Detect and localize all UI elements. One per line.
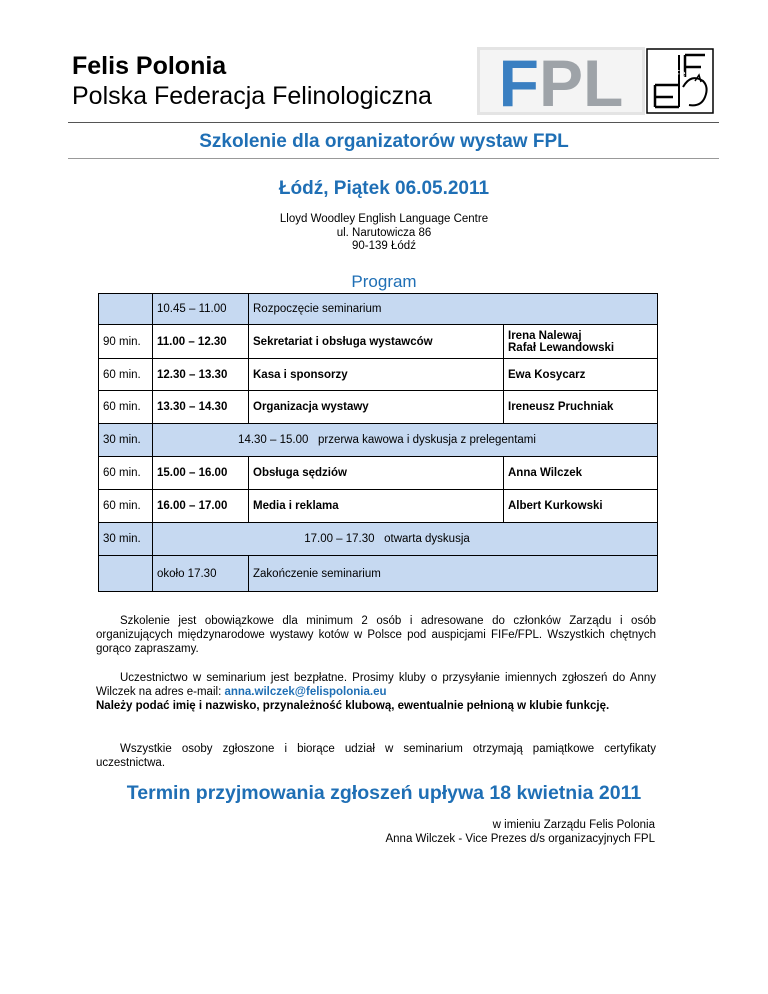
time-cell: około 17.30: [153, 556, 249, 592]
speaker-cell: Albert Kurkowski: [504, 490, 658, 523]
table-row: [99, 391, 658, 424]
speaker-cell: [504, 325, 658, 359]
topic-cell: Sekretariat i obsługa wystawców: [249, 325, 504, 359]
time-cell: 10.45 – 11.00: [153, 294, 249, 325]
title-divider: [68, 158, 719, 159]
venue-street: ul. Narutowicza 86: [336, 226, 432, 239]
topic-cell: Kasa i sponsorzy: [249, 359, 504, 391]
signature: [385, 818, 655, 846]
break-cell: 17.00 – 17.30 otwarta dyskusja: [153, 523, 658, 556]
info-paragraph-1: Szkolenie jest obowiązkowe dla minimum 2 osób i adresowane do członków Zarządu i osób organizujących międzynarodowe wystawy kotów w Polsce pod auspicjami FIFe/FPL. Wszystkich chętnych gorąco zapraszamy.: [96, 615, 656, 655]
speaker-cell: Ireneusz Pruchniak: [504, 391, 658, 424]
duration-cell: 30 min.: [99, 424, 153, 457]
header-divider: [68, 122, 719, 123]
speaker-name: Rafał Lewandowski: [508, 341, 615, 354]
topic-cell: Media i reklama: [249, 490, 504, 523]
topic-cell: Obsługa sędziów: [249, 457, 504, 490]
program-title: Program: [351, 272, 417, 291]
signature-line-2: Anna Wilczek - Vice Prezes d/s organizacyjnych FPL: [385, 833, 655, 845]
table-row: [99, 294, 658, 325]
duration-cell: 60 min.: [99, 391, 153, 424]
fpl-logo: [477, 47, 645, 115]
fife-emblem: [645, 47, 715, 115]
time-cell: 16.00 – 17.00: [153, 490, 249, 523]
course-title: Szkolenie dla organizatorów wystaw FPL: [199, 131, 569, 152]
org-full-name: Polska Federacja Felinologiczna: [72, 82, 432, 110]
time-cell: 11.00 – 12.30: [153, 325, 249, 359]
break-cell: 14.30 – 15.00 przerwa kawowa i dyskusja z prelegentami: [153, 424, 658, 457]
time-cell: 15.00 – 16.00: [153, 457, 249, 490]
deadline-notice: Termin przyjmowania zgłoszeń upływa 18 kwietnia 2011: [126, 782, 642, 804]
topic-cell: Organizacja wystawy: [249, 391, 504, 424]
table-row: [99, 523, 658, 556]
duration-cell: 30 min.: [99, 523, 153, 556]
venue-address: [0, 213, 768, 254]
city-date: Łódź, Piątek 06.05.2011: [278, 178, 490, 199]
logo-letter: F: [498, 47, 539, 115]
table-row: [99, 424, 658, 457]
speaker-cell: Ewa Kosycarz: [504, 359, 658, 391]
org-name: Felis Polonia: [72, 52, 227, 80]
info-paragraph-2: Uczestnictwo w seminarium jest bezpłatne. Prosimy kluby o przysyłanie imiennych zgłoszeń do Anny Wilczek na adres e-mail: anna.wilczek@felispolonia.eu Należy podać imię i nazwisko, przynależność klubową, ewentualnie pełnioną w klubie funkcję.: [96, 672, 656, 712]
schedule-table: [98, 293, 658, 592]
registration-note: Należy podać imię i nazwisko, przynależność klubową, ewentualnie pełnioną w klubie funkcję.: [96, 700, 610, 712]
time-cell: 13.30 – 14.30: [153, 391, 249, 424]
table-row: [99, 556, 658, 592]
venue-name: Lloyd Woodley English Language Centre: [279, 213, 489, 225]
duration-cell: 60 min.: [99, 490, 153, 523]
info-paragraph-3: Wszystkie osoby zgłoszone i biorące udział w seminarium otrzymają pamiątkowe certyfikaty uczestnictwa.: [96, 743, 656, 769]
duration-cell: 60 min.: [99, 359, 153, 391]
duration-cell: 90 min.: [99, 325, 153, 359]
table-row: [99, 457, 658, 490]
svg-text:FIFe: FIFe: [665, 69, 686, 80]
time-cell: 12.30 – 13.30: [153, 359, 249, 391]
venue-postal: 90-139 Łódź: [352, 240, 416, 252]
duration-cell: 60 min.: [99, 457, 153, 490]
speaker-name: Irena Nalewaj: [508, 329, 582, 342]
contact-email-link[interactable]: anna.wilczek@felispolonia.eu: [224, 686, 387, 698]
topic-cell: Zakończenie seminarium: [249, 556, 658, 592]
signature-line-1: w imieniu Zarządu Felis Polonia: [492, 819, 655, 831]
logo-letter: P: [538, 47, 584, 115]
topic-cell: Rozpoczęcie seminarium: [249, 294, 658, 325]
logo-letter: L: [583, 47, 624, 115]
table-row: [99, 490, 658, 523]
table-row: [99, 359, 658, 391]
table-row: [99, 325, 658, 359]
fpl-logo-text: [499, 47, 624, 115]
speaker-cell: Anna Wilczek: [504, 457, 658, 490]
